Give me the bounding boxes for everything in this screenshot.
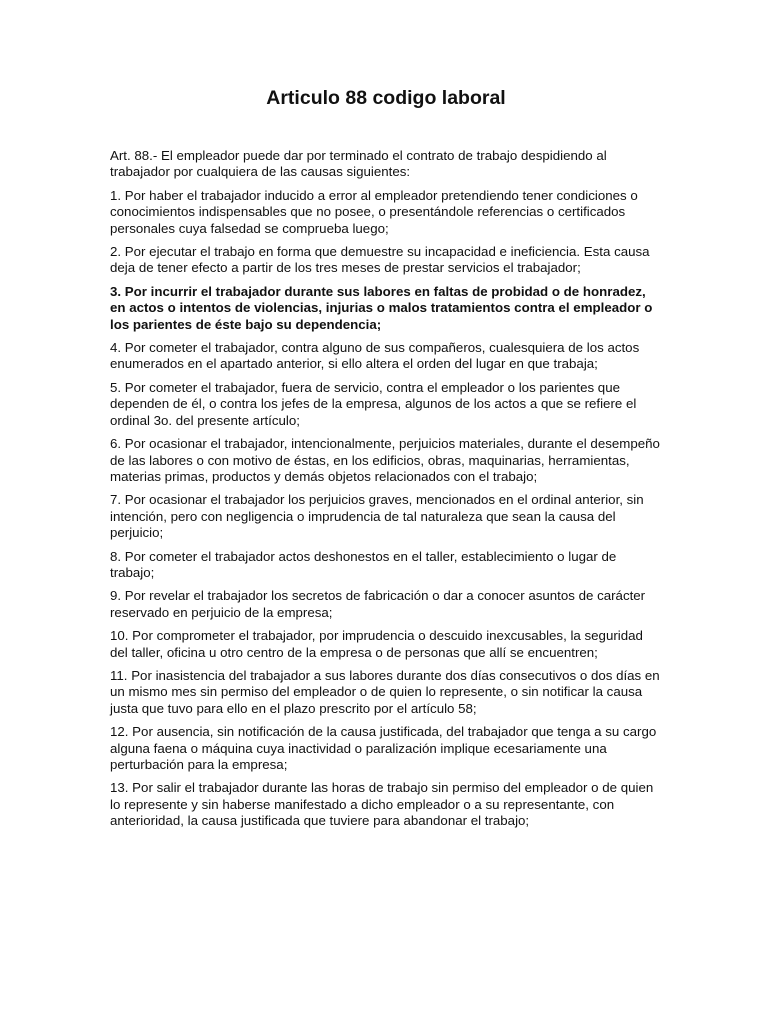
article-clause-paragraph: 5. Por cometer el trabajador, fuera de servicio, contra el empleador o los parientes que dependen de él, o contra los jefes de la empresa, algunos de los actos a que se refiere el ordinal 3o. del presente artículo; [110,379,637,428]
document-title: Articulo 88 codigo laboral [266,87,506,109]
article-intro-paragraph: Art. 88.- El empleador puede dar por terminado el contrato de trabajo despidiendo al trabajador por cualquiera de las causas siguientes: [110,148,607,180]
article-clause-paragraph: 7. Por ocasionar el trabajador los perjuicios graves, mencionados en el ordinal anterior, sin intención, pero con negligencia o imprudencia de tal naturaleza que sean la causa del perjuicio; [110,492,644,541]
document-body [110,148,662,830]
article-clause-paragraph: 8. Por cometer el trabajador actos deshonestos en el taller, establecimiento o lugar de trabajo; [110,548,617,580]
document-page [110,86,662,837]
article-clause-paragraph: 1. Por haber el trabajador inducido a error al empleador pretendiendo tener condiciones o conocimientos indispensables que no posee, o presentándole referencias o certificados personales cuya falsedad se comprueba luego; [110,187,638,236]
article-clause-paragraph: 4. Por cometer el trabajador, contra alguno de sus compañeros, cualesquiera de los actos enumerados en el apartado anterior, si ello altera el orden del lugar en que trabaja; [110,340,640,372]
article-clause-paragraph: 11. Por inasistencia del trabajador a sus labores durante dos días consecutivos o dos días en un mismo mes sin permiso del empleador o de quien lo represente, o sin notificar la causa justa que tuvo para ello en el plazo prescrito por el artículo 58; [110,667,660,716]
article-clause-paragraph: 6. Por ocasionar el trabajador, intencionalmente, perjuicios materiales, durante el desempeño de las labores o con motivo de éstas, en los edificios, obras, maquinarias, herramientas, materias primas, productos y demás objetos relacionados con el trabajo; [110,436,660,484]
article-clause-paragraph: 9. Por revelar el trabajador los secretos de fabricación o dar a conocer asuntos de carácter reservado en perjuicio de la empresa; [110,588,646,620]
article-clause-paragraph: 3. Por incurrir el trabajador durante sus labores en faltas de probidad o de honradez, en actos o intentos de violencias, injurias o malos tratamientos contra el empleador o los parientes de éste bajo su dependencia; [110,283,653,332]
article-clause-paragraph: 13. Por salir el trabajador durante las horas de trabajo sin permiso del empleador o de quien lo represente y sin haberse manifestado a dicho empleador o a su representante, con anterioridad, la causa justificada que tuviere para abandonar el trabajo; [110,780,654,829]
article-clause-paragraph: 2. Por ejecutar el trabajo en forma que demuestre su incapacidad e ineficiencia. Esta causa deja de tener efecto a partir de los tres meses de prestar servicios el trabajador; [110,244,650,276]
article-clause-paragraph: 10. Por comprometer el trabajador, por imprudencia o descuido inexcusables, la seguridad del taller, oficina u otro centro de la empresa o de personas que allí se encuentren; [110,628,643,660]
article-clause-paragraph: 12. Por ausencia, sin notificación de la causa justificada, del trabajador que tenga a su cargo alguna faena o máquina cuya inactividad o paralización implique ecesariamente una perturbación para la empresa; [110,724,657,772]
